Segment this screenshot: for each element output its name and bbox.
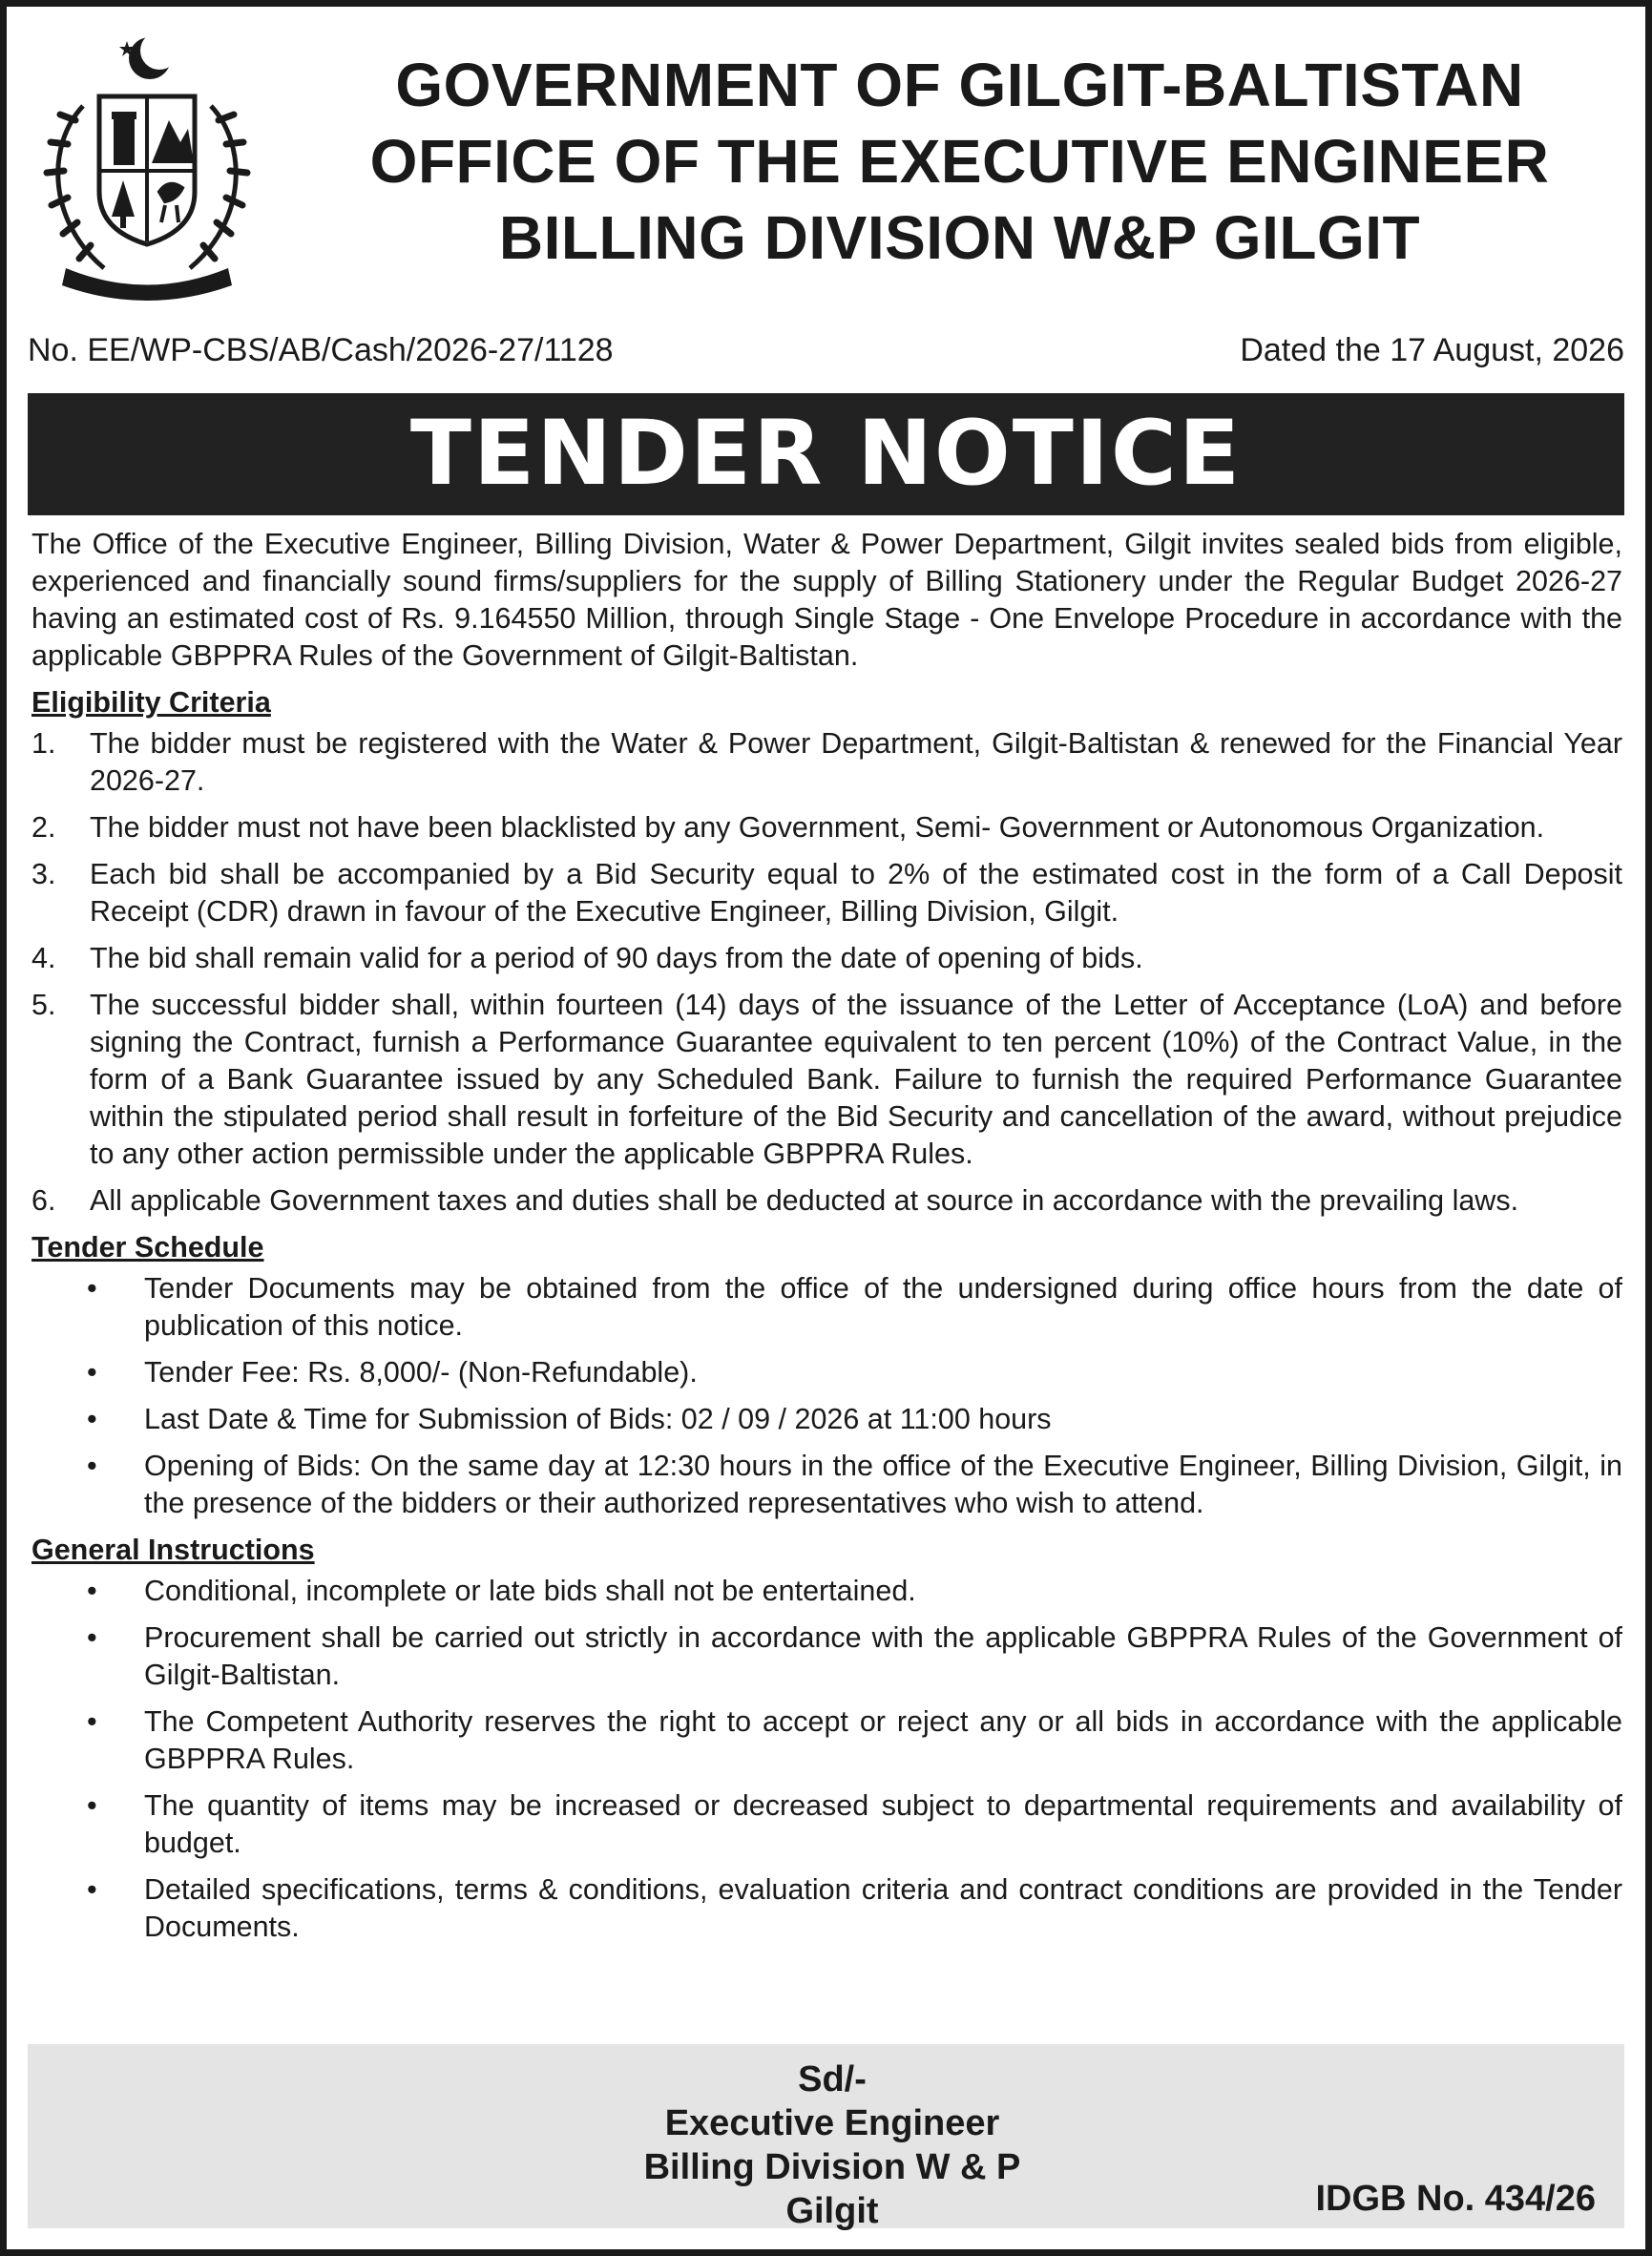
header-line-government: GOVERNMENT OF GILGIT-BALTISTAN — [395, 51, 1524, 119]
notice-body — [31, 526, 1622, 1955]
list-item — [31, 1270, 1622, 1345]
item-text: Tender Documents may be obtained from the office of the undersigned during office hours from the date of publication of this notice. — [144, 1272, 1622, 1342]
instructions-list — [31, 1573, 1622, 1946]
reference-number: No. EE/WP-CBS/AB/Cash/2026-27/1128 — [28, 332, 614, 368]
bullet: • — [87, 1272, 97, 1305]
schedule-list — [31, 1270, 1622, 1522]
bullet: • — [87, 1450, 97, 1482]
item-text: Opening of Bids: On the same day at 12:30 hours in the office of the Executive Engineer, Billing Division, Gilgit, in the presence of the bidders or their authorized representatives who wish to attend. — [144, 1450, 1622, 1519]
list-item — [31, 1871, 1622, 1946]
list-item — [31, 1619, 1622, 1694]
signature-designation: Executive Engineer — [664, 2103, 1000, 2143]
government-emblem-icon — [28, 30, 266, 306]
item-text: All applicable Government taxes and duties shall be deducted at source in accordance with the prevailing laws. — [90, 1184, 1519, 1217]
signature-division: Billing Division W & P — [643, 2147, 1021, 2187]
bullet: • — [87, 1621, 97, 1654]
bullet: • — [87, 1705, 97, 1738]
item-number: 5. — [31, 989, 56, 1021]
item-text: Conditional, incomplete or late bids shall not be entertained. — [144, 1575, 916, 1607]
item-text: Procurement shall be carried out strictly in accordance with the applicable GBPPRA Rules of the Government of Gilgit-Baltistan. — [144, 1621, 1622, 1691]
list-item — [31, 725, 1622, 800]
header-line-office: OFFICE OF THE EXECUTIVE ENGINEER — [369, 127, 1550, 196]
banner-title: TENDER NOTICE — [409, 402, 1243, 506]
schedule-heading: Tender Schedule — [31, 1231, 264, 1264]
signature-sd: Sd/- — [798, 2059, 867, 2099]
signature-footer — [28, 2044, 1624, 2231]
reference-row — [28, 326, 1624, 374]
instructions-heading: General Instructions — [31, 1534, 315, 1566]
item-number: 6. — [31, 1184, 56, 1217]
item-text: The quantity of items may be increased or decreased subject to departmental requirements and availability of budget. — [144, 1789, 1622, 1859]
bullet: • — [87, 1356, 97, 1389]
signature-place: Gilgit — [785, 2191, 879, 2231]
tender-notice-banner — [28, 393, 1624, 515]
header-titles — [283, 47, 1636, 276]
list-item — [31, 940, 1622, 977]
reference-date: Dated the 17 August, 2026 — [1240, 332, 1624, 368]
header — [7, 7, 1645, 312]
item-text: Tender Fee: Rs. 8,000/- (Non-Refundable). — [144, 1356, 698, 1389]
item-number: 1. — [31, 727, 56, 760]
intro-paragraph: The Office of the Executive Engineer, Billing Division, Water & Power Department, Gilgit invites sealed bids from eligible, experienced and financially sound firms/suppliers for the supply of Billing Stationery under the Regular Budget 2026-27 having an estimated cost of Rs. 9.164550 Million, through Single Stage - One Envelope Procedure in accordance with the applicable GBPPRA Rules of the Government of Gilgit-Baltistan. — [31, 528, 1622, 672]
list-item — [31, 1703, 1622, 1778]
idgb-number: IDGB No. 434/26 — [1315, 2179, 1596, 2219]
item-text: The Competent Authority reserves the right to accept or reject any or all bids in accordance with the applicable GBPPRA Rules. — [144, 1705, 1622, 1775]
item-text: The bidder must not have been blacklisted by any Government, Semi- Government or Autonomous Organization. — [90, 811, 1545, 844]
item-number: 3. — [31, 858, 56, 890]
item-number: 2. — [31, 811, 56, 844]
item-text: The successful bidder shall, within fourteen (14) days of the issuance of the Letter of Acceptance (LoA) and before signing the Contract, furnish a Performance Guarantee equivalent to ten percent (10%) of the Contract Value, in the form of a Bank Guarantee issued by any Scheduled Bank. Failure to furnish the required Performance Guarantee within the stipulated period shall result in forfeiture of the Bid Security and cancellation of the award, without prejudice to any other action permissible under the applicable GBPPRA Rules. — [90, 989, 1622, 1170]
list-item — [31, 856, 1622, 930]
bullet: • — [87, 1873, 97, 1906]
list-item — [31, 1354, 1622, 1391]
item-number: 4. — [31, 942, 56, 974]
header-line-division: BILLING DIVISION W&P GILGIT — [498, 203, 1421, 272]
list-item — [31, 1182, 1622, 1220]
item-text: Last Date & Time for Submission of Bids: 02 / 09 / 2026 at 11:00 hours — [144, 1403, 1052, 1435]
bullet: • — [87, 1789, 97, 1822]
bullet: • — [87, 1403, 97, 1435]
list-item — [31, 1573, 1622, 1610]
item-text: Detailed specifications, terms & conditions, evaluation criteria and contract conditions are provided in the Tender Documents. — [144, 1873, 1622, 1943]
list-item — [31, 809, 1622, 846]
item-text: The bid shall remain valid for a period of 90 days from the date of opening of bids. — [90, 942, 1143, 974]
bullet: • — [87, 1575, 97, 1607]
eligibility-heading: Eligibility Criteria — [31, 686, 271, 719]
list-item — [31, 987, 1622, 1173]
list-item — [31, 1401, 1622, 1438]
list-item — [31, 1787, 1622, 1862]
item-text: The bidder must be registered with the Water & Power Department, Gilgit-Baltistan & renewed for the Financial Year 2026-27. — [90, 727, 1622, 797]
item-text: Each bid shall be accompanied by a Bid Security equal to 2% of the estimated cost in the form of a Call Deposit Receipt (CDR) drawn in favour of the Executive Engineer, Billing Division, Gilgit. — [90, 858, 1622, 928]
list-item — [31, 1448, 1622, 1522]
eligibility-list — [31, 725, 1622, 1220]
